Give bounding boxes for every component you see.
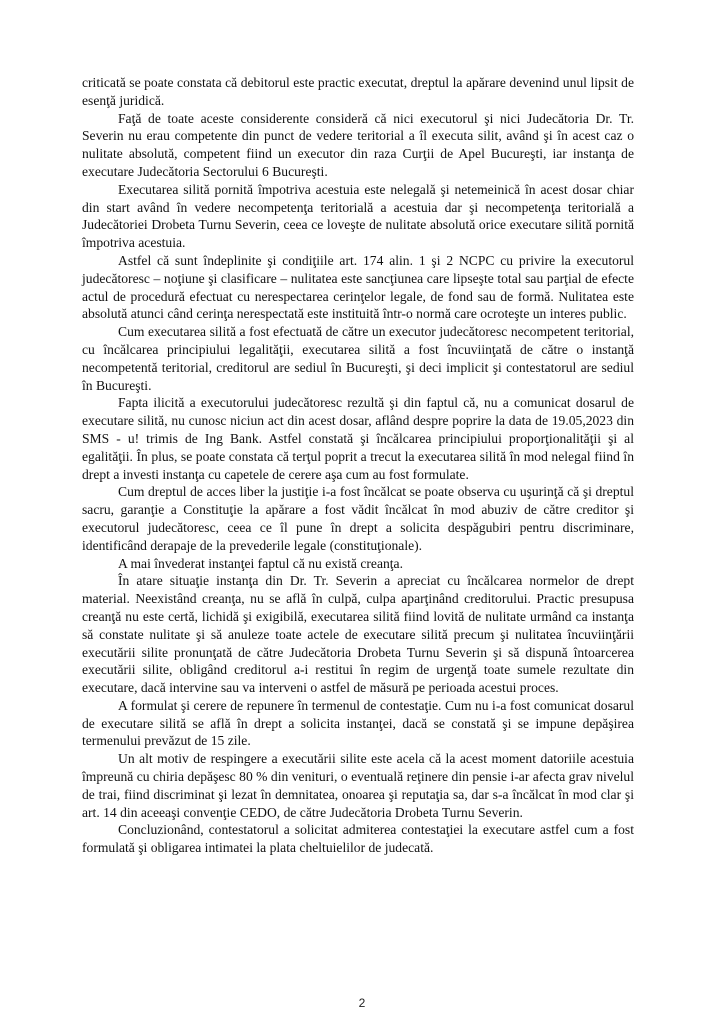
paragraph: Fapta ilicită a executorului judecătoresc rezultă şi din faptul că, nu a comunicat dosarul de executare silită, nu cunosc niciun act din acest dosar, aflând despre poprire la data de 19.05,2023 din SMS - u! trimis de Ing Bank. Astfel constată şi încălcarea principiului proporţionalităţii şi al egalităţii. În plus, se poate constata că terţul poprit a trecut la executarea silită în mod nelegal fiind în drept a investi instanţa cu capetele de cerere aşa cum au fost formulate. xyxy=(82,395,634,482)
paragraph: Faţă de toate aceste considerente consideră că nici executorul şi nici Judecătoria Dr. Tr. Severin nu erau competente din punct de vedere teritorial a îl executa silit, având şi în acest caz o nulitate absolută, competent fiind un executor din raza Curţii de Apel Bucureşti, iar instanţa de executare Judecătoria Sectorului 6 Bucureşti. xyxy=(82,110,634,179)
paragraph: În atare situaţie instanţa din Dr. Tr. Severin a apreciat cu încălcarea normelor de drept material. Neexistând creanţa, nu se află în culpă, culpa aparţinând creditorului. Practic presupusa creanţă nu este certă, lichidă şi exigibilă, executarea silită fiind lovită de nulitate urmând ca instanţa să constate nulitate şi să anuleze toate actele de executare silită precum şi nulitatea încuviinţării executării silite pronunţată de către Judecătoria Drobeta Turnu Severin şi să dispună întoarcerea executării silite, obligând creditorul a-i restitui în regim de urgenţă toate sumele rezultate din executare, dacă intervine sau va interveni o astfel de măsură pe perioada acestui proces. xyxy=(82,573,634,696)
page-number: 2 xyxy=(358,996,366,1010)
paragraph: A mai învederat instanţei faptul că nu există creanţa. xyxy=(118,555,403,571)
paragraph: Concluzionând, contestatorul a solicitat admiterea contestaţiei la executare astfel cum a fost formulată şi obligarea intimatei la plata cheltuielilor de judecată. xyxy=(82,822,634,856)
paragraph: Cum dreptul de acces liber la justiţie i-a fost încălcat se poate observa cu uşurinţă că şi dreptul sacru, garanţie a Constituţie la apărare a fost vădit încălcat în mod abuziv de către creditor şi executorul judecătoresc, ceea ce îl pune în drept a solicita despăgubiri pentru discriminare, identificând derapaje de la prevederile legale (constituţionale). xyxy=(82,484,634,553)
paragraph: Un alt motiv de respingere a executării silite este acela că la acest moment datoriile acestuia împreună cu chiria depăşesc 80 % din venituri, o eventuală reţinere din pensie i-ar afecta grav nivelul de trai, fiind discriminat şi lezat în demnitatea, onoarea şi reputaţia sa, dar s-a încălcat în mod clar şi art. 14 din aceeaşi convenţie CEDO, de către Judecătoria Drobeta Turnu Severin. xyxy=(82,751,634,820)
paragraph-continuation: criticată se poate constata că debitorul este practic executat, dreptul la apărare devenind unul lipsit de esenţă juridică. xyxy=(82,75,634,108)
document-body xyxy=(82,74,634,857)
paragraph: Astfel că sunt îndeplinite şi condiţiile art. 174 alin. 1 şi 2 NCPC cu privire la executorul judecătoresc – noţiune şi clasificare – nulitatea este sancţiunea care lipseşte total sau parţial de efecte actul de procedură efectuat cu nerespectarea cerinţelor legale, de fond sau de formă. Nulitatea este absolută atunci când cerinţa nerespectată este instituită într-o normă care ocroteşte un interes public. xyxy=(82,252,634,322)
paragraph: A formulat şi cerere de repunere în termenul de contestaţie. Cum nu i-a fost comunicat dosarul de executare silită se află în drept a solicita instanţei, dacă se constată şi se impune depăşirea termenului prevăzut de 15 zile. xyxy=(82,697,634,749)
paragraph: Cum executarea silită a fost efectuată de către un executor judecătoresc necompetent teritorial, cu încălcarea principiului legalităţii, executarea silită a fost încuviinţată de către o instanţă necompetentă teritorial, creditorul are sediul în Bucureşti, şi deci implicit şi contestatorul are sediul în Bucureşti. xyxy=(82,324,634,393)
paragraph: Executarea silită pornită împotriva acestuia este nelegală şi netemeinică în acest dosar chiar din start având în vedere necompetenţa teritorială a acestuia dar şi necompetenţa teritorială a Judecătoriei Drobeta Turnu Severin, ceea ce loveşte de nulitate absolută orice executare silită pornită împotriva acestuia. xyxy=(82,181,634,251)
